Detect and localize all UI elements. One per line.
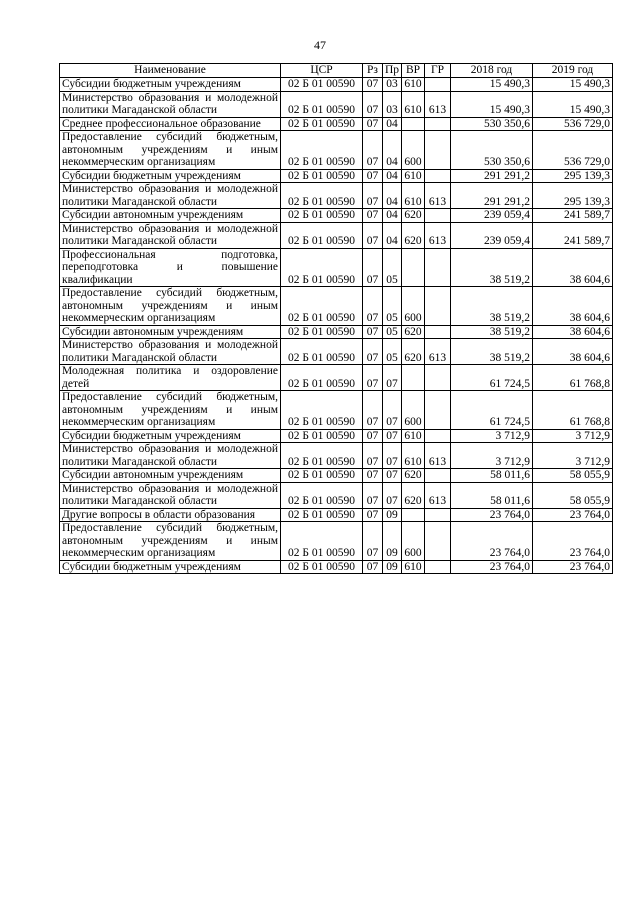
row-2018: 15 490,3 xyxy=(451,91,533,117)
page-number: 47 xyxy=(314,38,326,52)
row-vr: 600 xyxy=(402,522,425,561)
row-gr xyxy=(425,391,451,430)
row-rz: 07 xyxy=(363,78,383,92)
table-row xyxy=(60,325,613,339)
row-csr: 02 Б 01 00590 xyxy=(281,339,363,365)
row-pr: 04 xyxy=(383,131,402,170)
row-2018: 15 490,3 xyxy=(451,78,533,92)
table-row xyxy=(60,183,613,209)
row-vr: 600 xyxy=(402,131,425,170)
row-pr: 09 xyxy=(383,560,402,574)
row-name: Предоставление субсидий бюджетным, автономным учреждениям и иным некоммерческим организациям xyxy=(60,391,281,430)
row-2019: 241 589,7 xyxy=(533,222,613,248)
row-vr: 620 xyxy=(402,339,425,365)
row-pr: 03 xyxy=(383,78,402,92)
row-name: Министерство образования и молодежной политики Магаданской области xyxy=(60,183,281,209)
row-gr xyxy=(425,287,451,326)
table-row xyxy=(60,169,613,183)
row-gr xyxy=(425,117,451,131)
row-name: Министерство образования и молодежной политики Магаданской области xyxy=(60,482,281,508)
row-csr: 02 Б 01 00590 xyxy=(281,169,363,183)
row-2018: 239 059,4 xyxy=(451,209,533,223)
row-vr: 620 xyxy=(402,325,425,339)
row-name: Субсидии бюджетным учреждениям xyxy=(60,78,281,92)
row-2018: 3 712,9 xyxy=(451,429,533,443)
row-vr: 610 xyxy=(402,429,425,443)
row-pr: 04 xyxy=(383,117,402,131)
table-row xyxy=(60,391,613,430)
row-vr: 610 xyxy=(402,183,425,209)
row-gr: 613 xyxy=(425,482,451,508)
row-rz: 07 xyxy=(363,209,383,223)
row-pr: 04 xyxy=(383,169,402,183)
row-gr: 613 xyxy=(425,222,451,248)
row-csr: 02 Б 01 00590 xyxy=(281,482,363,508)
row-vr: 620 xyxy=(402,469,425,483)
row-name: Молодежная политика и оздоровление детей xyxy=(60,365,281,391)
row-csr: 02 Б 01 00590 xyxy=(281,522,363,561)
row-rz: 07 xyxy=(363,287,383,326)
row-gr: 613 xyxy=(425,443,451,469)
table-row xyxy=(60,339,613,365)
row-rz: 07 xyxy=(363,339,383,365)
row-name: Предоставление субсидий бюджетным, автономным учреждениям и иным некоммерческим организациям xyxy=(60,131,281,170)
header-2018: 2018 год xyxy=(451,64,533,78)
row-pr: 04 xyxy=(383,183,402,209)
header-rz: Рз xyxy=(363,64,383,78)
row-2019: 38 604,6 xyxy=(533,339,613,365)
row-2018: 38 519,2 xyxy=(451,248,533,287)
row-vr: 610 xyxy=(402,91,425,117)
row-gr xyxy=(425,560,451,574)
row-gr: 613 xyxy=(425,339,451,365)
row-name: Субсидии бюджетным учреждениям xyxy=(60,169,281,183)
row-name: Предоставление субсидий бюджетным, автономным учреждениям и иным некоммерческим организациям xyxy=(60,522,281,561)
row-csr: 02 Б 01 00590 xyxy=(281,469,363,483)
header-csr: ЦСР xyxy=(281,64,363,78)
header-2019: 2019 год xyxy=(533,64,613,78)
row-vr: 610 xyxy=(402,560,425,574)
table-row xyxy=(60,429,613,443)
row-name: Субсидии автономным учреждениям xyxy=(60,325,281,339)
row-pr: 05 xyxy=(383,325,402,339)
row-2019: 15 490,3 xyxy=(533,91,613,117)
row-2019: 61 768,8 xyxy=(533,365,613,391)
row-2018: 291 291,2 xyxy=(451,169,533,183)
budget-table xyxy=(59,63,613,574)
row-2019: 38 604,6 xyxy=(533,325,613,339)
row-2018: 291 291,2 xyxy=(451,183,533,209)
row-gr xyxy=(425,78,451,92)
row-rz: 07 xyxy=(363,131,383,170)
row-gr: 613 xyxy=(425,183,451,209)
row-2018: 61 724,5 xyxy=(451,365,533,391)
row-pr: 07 xyxy=(383,365,402,391)
row-gr xyxy=(425,508,451,522)
row-name: Среднее профессиональное образование xyxy=(60,117,281,131)
row-rz: 07 xyxy=(363,169,383,183)
row-vr xyxy=(402,365,425,391)
row-csr: 02 Б 01 00590 xyxy=(281,560,363,574)
row-rz: 07 xyxy=(363,117,383,131)
row-rz: 07 xyxy=(363,248,383,287)
table-row xyxy=(60,508,613,522)
row-csr: 02 Б 01 00590 xyxy=(281,183,363,209)
table-row xyxy=(60,131,613,170)
table-row xyxy=(60,209,613,223)
table-header xyxy=(60,64,613,78)
row-gr xyxy=(425,248,451,287)
row-vr: 610 xyxy=(402,169,425,183)
row-2019: 23 764,0 xyxy=(533,560,613,574)
row-pr: 05 xyxy=(383,339,402,365)
row-2018: 58 011,6 xyxy=(451,469,533,483)
row-name: Другие вопросы в области образования xyxy=(60,508,281,522)
row-rz: 07 xyxy=(363,365,383,391)
row-pr: 05 xyxy=(383,248,402,287)
row-2018: 3 712,9 xyxy=(451,443,533,469)
header-pr: Пр xyxy=(383,64,402,78)
row-csr: 02 Б 01 00590 xyxy=(281,91,363,117)
row-name: Министерство образования и молодежной политики Магаданской области xyxy=(60,222,281,248)
row-pr: 07 xyxy=(383,443,402,469)
row-vr: 610 xyxy=(402,443,425,469)
row-csr: 02 Б 01 00590 xyxy=(281,325,363,339)
table-row xyxy=(60,78,613,92)
row-name: Субсидии автономным учреждениям xyxy=(60,209,281,223)
row-vr: 600 xyxy=(402,287,425,326)
row-csr: 02 Б 01 00590 xyxy=(281,508,363,522)
row-2019: 15 490,3 xyxy=(533,78,613,92)
row-2019: 241 589,7 xyxy=(533,209,613,223)
row-pr: 07 xyxy=(383,482,402,508)
row-pr: 09 xyxy=(383,508,402,522)
row-name: Министерство образования и молодежной политики Магаданской области xyxy=(60,443,281,469)
row-name: Субсидии бюджетным учреждениям xyxy=(60,560,281,574)
row-csr: 02 Б 01 00590 xyxy=(281,131,363,170)
row-csr: 02 Б 01 00590 xyxy=(281,391,363,430)
row-2018: 23 764,0 xyxy=(451,560,533,574)
row-name: Субсидии автономным учреждениям xyxy=(60,469,281,483)
row-2018: 61 724,5 xyxy=(451,391,533,430)
row-gr xyxy=(425,429,451,443)
row-rz: 07 xyxy=(363,429,383,443)
row-2019: 295 139,3 xyxy=(533,169,613,183)
row-rz: 07 xyxy=(363,222,383,248)
table-row xyxy=(60,560,613,574)
table-row xyxy=(60,443,613,469)
row-pr: 04 xyxy=(383,209,402,223)
row-name: Министерство образования и молодежной политики Магаданской области xyxy=(60,91,281,117)
row-rz: 07 xyxy=(363,183,383,209)
row-2019: 3 712,9 xyxy=(533,429,613,443)
row-csr: 02 Б 01 00590 xyxy=(281,429,363,443)
row-2019: 295 139,3 xyxy=(533,183,613,209)
row-vr xyxy=(402,508,425,522)
table-row xyxy=(60,522,613,561)
row-csr: 02 Б 01 00590 xyxy=(281,248,363,287)
row-2019: 38 604,6 xyxy=(533,287,613,326)
row-gr xyxy=(425,131,451,170)
row-gr xyxy=(425,469,451,483)
row-name: Профессиональная подготовка, переподготовка и повышение квалификации xyxy=(60,248,281,287)
row-csr: 02 Б 01 00590 xyxy=(281,287,363,326)
header-gr: ГР xyxy=(425,64,451,78)
row-vr xyxy=(402,117,425,131)
row-gr xyxy=(425,209,451,223)
table-row xyxy=(60,117,613,131)
table-row xyxy=(60,248,613,287)
row-gr xyxy=(425,522,451,561)
row-vr: 610 xyxy=(402,78,425,92)
row-vr xyxy=(402,248,425,287)
row-name: Министерство образования и молодежной политики Магаданской области xyxy=(60,339,281,365)
row-csr: 02 Б 01 00590 xyxy=(281,117,363,131)
row-gr xyxy=(425,169,451,183)
row-gr: 613 xyxy=(425,91,451,117)
table-row xyxy=(60,91,613,117)
row-pr: 03 xyxy=(383,91,402,117)
table-row xyxy=(60,287,613,326)
row-pr: 05 xyxy=(383,287,402,326)
row-2018: 38 519,2 xyxy=(451,325,533,339)
row-2018: 58 011,6 xyxy=(451,482,533,508)
row-vr: 620 xyxy=(402,222,425,248)
row-2019: 58 055,9 xyxy=(533,482,613,508)
row-csr: 02 Б 01 00590 xyxy=(281,209,363,223)
row-name: Предоставление субсидий бюджетным, автономным учреждениям и иным некоммерческим организациям xyxy=(60,287,281,326)
row-2018: 530 350,6 xyxy=(451,117,533,131)
row-2019: 58 055,9 xyxy=(533,469,613,483)
row-rz: 07 xyxy=(363,325,383,339)
row-csr: 02 Б 01 00590 xyxy=(281,78,363,92)
row-csr: 02 Б 01 00590 xyxy=(281,222,363,248)
row-rz: 07 xyxy=(363,508,383,522)
row-2019: 536 729,0 xyxy=(533,117,613,131)
table-row xyxy=(60,365,613,391)
table-row xyxy=(60,222,613,248)
table-body xyxy=(60,78,613,574)
row-gr xyxy=(425,325,451,339)
row-pr: 07 xyxy=(383,391,402,430)
row-rz: 07 xyxy=(363,391,383,430)
row-2018: 530 350,6 xyxy=(451,131,533,170)
row-vr: 620 xyxy=(402,482,425,508)
row-2018: 38 519,2 xyxy=(451,287,533,326)
row-2019: 23 764,0 xyxy=(533,508,613,522)
row-2018: 239 059,4 xyxy=(451,222,533,248)
row-gr xyxy=(425,365,451,391)
row-rz: 07 xyxy=(363,443,383,469)
row-2019: 536 729,0 xyxy=(533,131,613,170)
row-pr: 07 xyxy=(383,429,402,443)
row-2019: 23 764,0 xyxy=(533,522,613,561)
row-rz: 07 xyxy=(363,91,383,117)
row-pr: 09 xyxy=(383,522,402,561)
row-csr: 02 Б 01 00590 xyxy=(281,365,363,391)
row-2019: 61 768,8 xyxy=(533,391,613,430)
table-row xyxy=(60,469,613,483)
row-pr: 04 xyxy=(383,222,402,248)
row-rz: 07 xyxy=(363,560,383,574)
row-rz: 07 xyxy=(363,522,383,561)
row-rz: 07 xyxy=(363,482,383,508)
row-name: Субсидии бюджетным учреждениям xyxy=(60,429,281,443)
table-row xyxy=(60,482,613,508)
row-2019: 3 712,9 xyxy=(533,443,613,469)
row-vr: 620 xyxy=(402,209,425,223)
row-csr: 02 Б 01 00590 xyxy=(281,443,363,469)
row-rz: 07 xyxy=(363,469,383,483)
row-2018: 23 764,0 xyxy=(451,508,533,522)
header-vr: ВР xyxy=(402,64,425,78)
row-vr: 600 xyxy=(402,391,425,430)
row-2019: 38 604,6 xyxy=(533,248,613,287)
row-2018: 38 519,2 xyxy=(451,339,533,365)
row-2018: 23 764,0 xyxy=(451,522,533,561)
row-pr: 07 xyxy=(383,469,402,483)
header-name: Наименование xyxy=(60,64,281,78)
